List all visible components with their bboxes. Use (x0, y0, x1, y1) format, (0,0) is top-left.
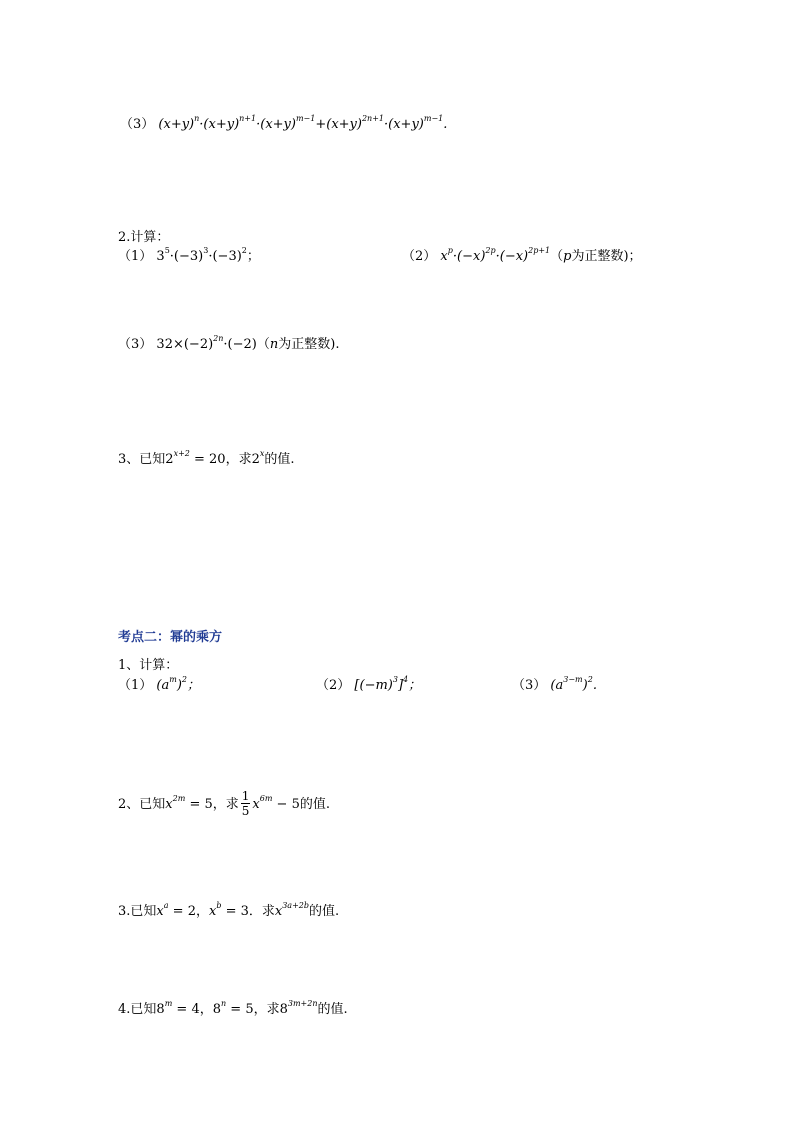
math-expression: $x^p\cdot(-x)^{2p}\cdot(-x)^{2p+1}(p$为正整数)； (440, 246, 642, 264)
section2-question-4: 4.已知$8^m = 4$，$8^n = 5$，求$8^{3m+2n}$的值. (118, 999, 348, 1017)
item-label: （2） (402, 249, 437, 264)
problem-1-item-3 (120, 115, 447, 136)
section2-question-3: 3.已知$x^a = 2$，$x^b = 3$．求$x^{3a+2b}$的值. (118, 901, 340, 919)
math-expression: $3^5\cdot(-3)^3\cdot(-3)^2$； (156, 246, 260, 264)
question-2-item-2 (402, 247, 642, 268)
question-2-item-3 (118, 335, 339, 356)
section2-question-1-title: 1、计算： (118, 658, 179, 673)
question-3: 3、已知$2^{x+2} = 20$，求2$^x$的值. (118, 449, 295, 467)
math-expression: $32\times(-2)^{2n}\cdot(-2)(n$为正整数). (156, 334, 340, 352)
item-label: （3） (120, 117, 155, 132)
math-expression: $(x+y)^n\cdot(x+y)^{n+1}\cdot(x+y)^{m-1}+(x+y)^{2n+1}\cdot(x+y)^{m-1}$. (158, 114, 448, 132)
section2-question-1-item-2: （2） $[(-m)^3]^4$； (316, 675, 422, 693)
item-label: （3） (118, 337, 153, 352)
section2-question-1-item-1: （1） $(a^m)^2$； (118, 675, 201, 693)
fraction: $\frac{1}{5}$ (241, 789, 250, 818)
section2-question-1-item-3: （3） $(a^{3-m})^2$. (512, 675, 597, 693)
question-2-title: 2.计算： (118, 230, 170, 245)
question-2-item-1 (118, 247, 260, 268)
item-label: （1） (118, 249, 153, 264)
section-title: 考点二：幂的乘方 (118, 630, 223, 645)
section2-question-2: 2、已知$x^{2m} = 5$，求 $\frac{1}{5}$ $x^{6m} - 5$的值. (118, 789, 330, 818)
